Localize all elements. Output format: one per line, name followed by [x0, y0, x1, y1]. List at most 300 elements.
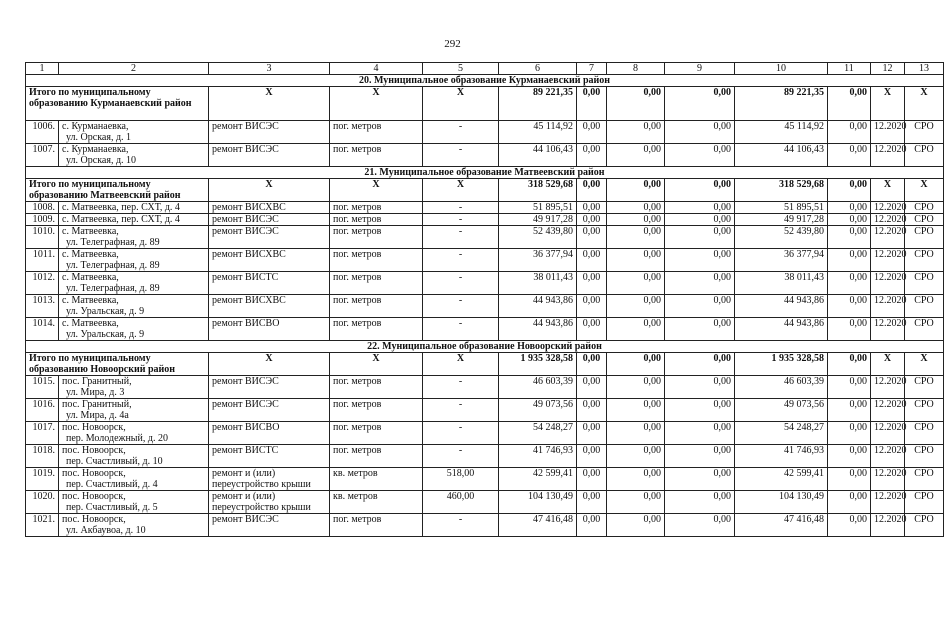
- quantity-cell: -: [423, 144, 499, 167]
- total-col4: X: [330, 179, 423, 202]
- deadline-cell: 12.2020: [871, 399, 905, 422]
- table-row: [26, 121, 944, 144]
- address-cell: [59, 468, 209, 491]
- column-header: 5: [423, 63, 499, 75]
- address-line-1: пос. Новоорск,: [62, 445, 126, 456]
- work-type-line-1: ремонт ВИСХВС: [212, 295, 286, 306]
- total-cost-cell: 46 603,39: [499, 376, 577, 399]
- table-row: [26, 491, 944, 514]
- unit-cell: пог. метров: [330, 514, 423, 537]
- work-type-cell: [209, 491, 330, 514]
- address-cell: [59, 491, 209, 514]
- column-header: 6: [499, 63, 577, 75]
- unit-cell: пог. метров: [330, 249, 423, 272]
- unit-cell: кв. метров: [330, 491, 423, 514]
- section-total-row: [26, 353, 944, 376]
- cost-col7-cell: 0,00: [577, 445, 607, 468]
- quantity-cell: 460,00: [423, 491, 499, 514]
- cost-col9-cell: 0,00: [665, 144, 735, 167]
- cost-col11-cell: 0,00: [828, 249, 871, 272]
- cost-col11-cell: 0,00: [828, 202, 871, 214]
- cost-col8-cell: 0,00: [607, 468, 665, 491]
- row-number: 1007.: [26, 144, 59, 167]
- total-col10: 318 529,68: [735, 179, 828, 202]
- total-col13: X: [905, 87, 944, 121]
- address-line-1: пос. Гранитный,: [62, 399, 132, 410]
- address-line-1: с. Курманаевка,: [62, 144, 129, 155]
- total-col6: 89 221,35: [499, 87, 577, 121]
- address-cell: [59, 295, 209, 318]
- deadline-cell: 12.2020: [871, 249, 905, 272]
- address-line-1: с. Матвеевка,: [62, 318, 119, 329]
- address-line-1: с. Матвеевка,: [62, 226, 119, 237]
- total-col7: 0,00: [577, 353, 607, 376]
- total-col10: 1 935 328,58: [735, 353, 828, 376]
- address-line-2: ул. Уральская, д. 9: [66, 329, 145, 340]
- total-col4: X: [330, 87, 423, 121]
- address-line-2: ул. Телеграфная, д. 89: [66, 237, 160, 248]
- total-cost-cell: 49 917,28: [499, 214, 577, 226]
- table-row: [26, 202, 944, 214]
- cost-col11-cell: 0,00: [828, 491, 871, 514]
- total-cost-cell: 42 599,41: [499, 468, 577, 491]
- work-type-cell: [209, 144, 330, 167]
- cost-col7-cell: 0,00: [577, 121, 607, 144]
- quantity-cell: -: [423, 272, 499, 295]
- deadline-cell: 12.2020: [871, 295, 905, 318]
- column-header: 3: [209, 63, 330, 75]
- work-type-line-1: ремонт ВИСЭС: [212, 226, 279, 237]
- total-cost-cell: 38 011,43: [499, 272, 577, 295]
- cost-col8-cell: 0,00: [607, 272, 665, 295]
- row-number: 1017.: [26, 422, 59, 445]
- cost-col9-cell: 0,00: [665, 121, 735, 144]
- work-type-cell: [209, 202, 330, 214]
- total-cost-cell: 44 943,86: [499, 295, 577, 318]
- cost-col10-cell: 49 073,56: [735, 399, 828, 422]
- cost-col10-cell: 45 114,92: [735, 121, 828, 144]
- total-cost-cell: 49 073,56: [499, 399, 577, 422]
- work-type-line-1: ремонт ВИСЭС: [212, 214, 279, 225]
- cost-col10-cell: 49 917,28: [735, 214, 828, 226]
- work-type-cell: [209, 214, 330, 226]
- section-total-row: [26, 87, 944, 121]
- total-cost-cell: 51 895,51: [499, 202, 577, 214]
- quantity-cell: -: [423, 422, 499, 445]
- total-col3: X: [209, 353, 330, 376]
- total-cost-cell: 41 746,93: [499, 445, 577, 468]
- work-type-cell: [209, 514, 330, 537]
- cost-col7-cell: 0,00: [577, 468, 607, 491]
- row-number: 1010.: [26, 226, 59, 249]
- unit-cell: пог. метров: [330, 376, 423, 399]
- cost-col11-cell: 0,00: [828, 295, 871, 318]
- cost-col7-cell: 0,00: [577, 318, 607, 341]
- address-line-2: ул. Акбаувоа, д. 10: [66, 525, 146, 536]
- section-title-row: [26, 341, 944, 353]
- row-number: 1009.: [26, 214, 59, 226]
- cost-col7-cell: 0,00: [577, 491, 607, 514]
- unit-cell: пог. метров: [330, 226, 423, 249]
- cost-col11-cell: 0,00: [828, 144, 871, 167]
- total-col9: 0,00: [665, 87, 735, 121]
- executor-cell: СРО: [905, 121, 944, 144]
- row-number: 1006.: [26, 121, 59, 144]
- total-col6: 318 529,68: [499, 179, 577, 202]
- cost-col9-cell: 0,00: [665, 468, 735, 491]
- deadline-cell: 12.2020: [871, 214, 905, 226]
- address-line-2: ул. Телеграфная, д. 89: [66, 260, 160, 271]
- executor-cell: СРО: [905, 249, 944, 272]
- cost-col10-cell: 36 377,94: [735, 249, 828, 272]
- deadline-cell: 12.2020: [871, 445, 905, 468]
- address-cell: [59, 422, 209, 445]
- work-type-line-1: ремонт ВИСВО: [212, 318, 280, 329]
- section-title: 20. Муниципальное образование Курманаевский район: [26, 75, 944, 87]
- total-col6: 1 935 328,58: [499, 353, 577, 376]
- unit-cell: пог. метров: [330, 445, 423, 468]
- column-header: 12: [871, 63, 905, 75]
- row-number: 1008.: [26, 202, 59, 214]
- work-type-line-1: ремонт ВИСТС: [212, 272, 279, 283]
- total-cost-cell: 54 248,27: [499, 422, 577, 445]
- column-header: 1: [26, 63, 59, 75]
- unit-cell: пог. метров: [330, 144, 423, 167]
- unit-cell: пог. метров: [330, 422, 423, 445]
- work-type-line-1: ремонт ВИСХВС: [212, 249, 286, 260]
- address-cell: [59, 318, 209, 341]
- total-col8: 0,00: [607, 179, 665, 202]
- address-cell: [59, 249, 209, 272]
- column-header: 11: [828, 63, 871, 75]
- cost-col9-cell: 0,00: [665, 249, 735, 272]
- section-title-row: [26, 75, 944, 87]
- cost-col10-cell: 46 603,39: [735, 376, 828, 399]
- executor-cell: СРО: [905, 491, 944, 514]
- work-type-cell: [209, 422, 330, 445]
- cost-col7-cell: 0,00: [577, 295, 607, 318]
- cost-col10-cell: 54 248,27: [735, 422, 828, 445]
- cost-col9-cell: 0,00: [665, 445, 735, 468]
- quantity-cell: -: [423, 514, 499, 537]
- executor-cell: СРО: [905, 202, 944, 214]
- unit-cell: кв. метров: [330, 468, 423, 491]
- address-cell: [59, 376, 209, 399]
- address-line-1: с. Матвеевка,: [62, 249, 119, 260]
- total-label: Итого по муниципальному образованию Матвеевский район: [26, 179, 209, 202]
- work-type-line-1: ремонт ВИСЭС: [212, 376, 279, 387]
- quantity-cell: -: [423, 226, 499, 249]
- cost-col7-cell: 0,00: [577, 514, 607, 537]
- total-col7: 0,00: [577, 87, 607, 121]
- quantity-cell: -: [423, 399, 499, 422]
- total-col10: 89 221,35: [735, 87, 828, 121]
- total-col12: X: [871, 179, 905, 202]
- cost-col10-cell: 44 106,43: [735, 144, 828, 167]
- deadline-cell: 12.2020: [871, 422, 905, 445]
- total-col8: 0,00: [607, 87, 665, 121]
- address-line-2: пер. Счастливый, д. 5: [66, 502, 158, 513]
- unit-cell: пог. метров: [330, 214, 423, 226]
- table-row: [26, 226, 944, 249]
- address-line-2: ул. Орская, д. 10: [66, 155, 137, 166]
- table-row: [26, 399, 944, 422]
- row-number: 1021.: [26, 514, 59, 537]
- cost-col8-cell: 0,00: [607, 144, 665, 167]
- cost-col7-cell: 0,00: [577, 272, 607, 295]
- total-col5: X: [423, 87, 499, 121]
- cost-col8-cell: 0,00: [607, 214, 665, 226]
- column-header: 9: [665, 63, 735, 75]
- deadline-cell: 12.2020: [871, 514, 905, 537]
- table-row: [26, 445, 944, 468]
- quantity-cell: -: [423, 445, 499, 468]
- table-row: [26, 214, 944, 226]
- address-cell: [59, 514, 209, 537]
- total-col9: 0,00: [665, 179, 735, 202]
- cost-col7-cell: 0,00: [577, 144, 607, 167]
- deadline-cell: 12.2020: [871, 121, 905, 144]
- executor-cell: СРО: [905, 399, 944, 422]
- cost-col7-cell: 0,00: [577, 399, 607, 422]
- work-type-line-1: ремонт ВИСЭС: [212, 399, 279, 410]
- cost-col9-cell: 0,00: [665, 514, 735, 537]
- cost-col11-cell: 0,00: [828, 445, 871, 468]
- cost-col9-cell: 0,00: [665, 399, 735, 422]
- row-number: 1019.: [26, 468, 59, 491]
- deadline-cell: 12.2020: [871, 468, 905, 491]
- cost-col8-cell: 0,00: [607, 202, 665, 214]
- deadline-cell: 12.2020: [871, 202, 905, 214]
- executor-cell: СРО: [905, 295, 944, 318]
- cost-col9-cell: 0,00: [665, 491, 735, 514]
- quantity-cell: -: [423, 295, 499, 318]
- quantity-cell: -: [423, 121, 499, 144]
- column-number-row: [26, 63, 944, 75]
- cost-col9-cell: 0,00: [665, 318, 735, 341]
- section-title: 21. Муниципальное образование Матвеевский район: [26, 167, 944, 179]
- address-line-1: с. Матвеевка,: [62, 295, 119, 306]
- cost-col8-cell: 0,00: [607, 491, 665, 514]
- executor-cell: СРО: [905, 214, 944, 226]
- executor-cell: СРО: [905, 318, 944, 341]
- cost-col9-cell: 0,00: [665, 422, 735, 445]
- cost-col8-cell: 0,00: [607, 422, 665, 445]
- cost-col11-cell: 0,00: [828, 376, 871, 399]
- quantity-cell: -: [423, 318, 499, 341]
- column-header: 4: [330, 63, 423, 75]
- quantity-cell: -: [423, 249, 499, 272]
- executor-cell: СРО: [905, 422, 944, 445]
- work-type-line-1: ремонт ВИСВО: [212, 422, 280, 433]
- executor-cell: СРО: [905, 376, 944, 399]
- cost-col10-cell: 52 439,80: [735, 226, 828, 249]
- cost-col7-cell: 0,00: [577, 376, 607, 399]
- table-row: [26, 272, 944, 295]
- quantity-cell: 518,00: [423, 468, 499, 491]
- work-type-cell: [209, 226, 330, 249]
- cost-col7-cell: 0,00: [577, 202, 607, 214]
- cost-col8-cell: 0,00: [607, 376, 665, 399]
- cost-col8-cell: 0,00: [607, 226, 665, 249]
- total-col5: X: [423, 353, 499, 376]
- work-type-line-1: ремонт ВИСЭС: [212, 144, 279, 155]
- cost-col10-cell: 104 130,49: [735, 491, 828, 514]
- total-col3: X: [209, 179, 330, 202]
- executor-cell: СРО: [905, 468, 944, 491]
- row-number: 1013.: [26, 295, 59, 318]
- cost-col10-cell: 47 416,48: [735, 514, 828, 537]
- total-cost-cell: 104 130,49: [499, 491, 577, 514]
- total-col8: 0,00: [607, 353, 665, 376]
- work-type-cell: [209, 272, 330, 295]
- cost-col10-cell: 44 943,86: [735, 295, 828, 318]
- work-type-line-2: переустройство крыши: [212, 502, 311, 513]
- work-type-cell: [209, 249, 330, 272]
- unit-cell: пог. метров: [330, 399, 423, 422]
- address-cell: [59, 272, 209, 295]
- table-row: [26, 468, 944, 491]
- address-line-1: с. Матвеевка, пер. СХТ, д. 4: [62, 214, 180, 225]
- cost-col9-cell: 0,00: [665, 202, 735, 214]
- total-cost-cell: 52 439,80: [499, 226, 577, 249]
- work-type-cell: [209, 468, 330, 491]
- row-number: 1018.: [26, 445, 59, 468]
- cost-col8-cell: 0,00: [607, 514, 665, 537]
- address-line-2: ул. Телеграфная, д. 89: [66, 283, 160, 294]
- cost-col9-cell: 0,00: [665, 376, 735, 399]
- deadline-cell: 12.2020: [871, 272, 905, 295]
- table-row: [26, 249, 944, 272]
- deadline-cell: 12.2020: [871, 376, 905, 399]
- column-header: 2: [59, 63, 209, 75]
- work-type-line-1: ремонт ВИСХВС: [212, 202, 286, 213]
- row-number: 1011.: [26, 249, 59, 272]
- work-type-line-1: ремонт и (или): [212, 491, 276, 502]
- column-header: 8: [607, 63, 665, 75]
- cost-col11-cell: 0,00: [828, 121, 871, 144]
- deadline-cell: 12.2020: [871, 226, 905, 249]
- unit-cell: пог. метров: [330, 295, 423, 318]
- cost-col9-cell: 0,00: [665, 295, 735, 318]
- address-line-1: пос. Гранитный,: [62, 376, 132, 387]
- cost-col10-cell: 41 746,93: [735, 445, 828, 468]
- register-body: [26, 63, 944, 537]
- register-table: [25, 62, 944, 537]
- address-line-1: с. Курманаевка,: [62, 121, 129, 132]
- work-type-line-1: ремонт и (или): [212, 468, 276, 479]
- total-cost-cell: 44 943,86: [499, 318, 577, 341]
- address-line-2: ул. Орская, д. 1: [66, 132, 132, 143]
- row-number: 1012.: [26, 272, 59, 295]
- total-label: Итого по муниципальному образованию Новоорский район: [26, 353, 209, 376]
- address-line-2: пер. Молодежный, д. 20: [66, 433, 168, 444]
- total-col7: 0,00: [577, 179, 607, 202]
- total-col12: X: [871, 353, 905, 376]
- table-row: [26, 144, 944, 167]
- total-col9: 0,00: [665, 353, 735, 376]
- table-row: [26, 422, 944, 445]
- table-row: [26, 318, 944, 341]
- unit-cell: пог. метров: [330, 318, 423, 341]
- cost-col7-cell: 0,00: [577, 226, 607, 249]
- address-cell: [59, 226, 209, 249]
- address-cell: [59, 214, 209, 226]
- cost-col10-cell: 51 895,51: [735, 202, 828, 214]
- address-line-1: пос. Новоорск,: [62, 422, 126, 433]
- deadline-cell: 12.2020: [871, 144, 905, 167]
- cost-col11-cell: 0,00: [828, 226, 871, 249]
- table-row: [26, 376, 944, 399]
- total-label: Итого по муниципальному образованию Курманаевский район: [26, 87, 209, 121]
- executor-cell: СРО: [905, 445, 944, 468]
- total-col12: X: [871, 87, 905, 121]
- work-type-line-1: ремонт ВИСТС: [212, 445, 279, 456]
- address-line-2: ул. Уральская, д. 9: [66, 306, 145, 317]
- quantity-cell: -: [423, 202, 499, 214]
- address-cell: [59, 202, 209, 214]
- total-cost-cell: 45 114,92: [499, 121, 577, 144]
- column-header: 7: [577, 63, 607, 75]
- executor-cell: СРО: [905, 144, 944, 167]
- work-type-cell: [209, 318, 330, 341]
- section-title: 22. Муниципальное образование Новоорский район: [26, 341, 944, 353]
- work-type-cell: [209, 121, 330, 144]
- row-number: 1016.: [26, 399, 59, 422]
- total-col13: X: [905, 353, 944, 376]
- cost-col9-cell: 0,00: [665, 272, 735, 295]
- cost-col7-cell: 0,00: [577, 214, 607, 226]
- cost-col11-cell: 0,00: [828, 399, 871, 422]
- total-col11: 0,00: [828, 87, 871, 121]
- work-type-cell: [209, 295, 330, 318]
- cost-col11-cell: 0,00: [828, 214, 871, 226]
- section-title-row: [26, 167, 944, 179]
- address-cell: [59, 445, 209, 468]
- total-col3: X: [209, 87, 330, 121]
- row-number: 1015.: [26, 376, 59, 399]
- address-cell: [59, 144, 209, 167]
- work-type-line-2: переустройство крыши: [212, 479, 311, 490]
- address-line-2: пер. Счастливый, д. 10: [66, 456, 163, 467]
- total-cost-cell: 44 106,43: [499, 144, 577, 167]
- cost-col11-cell: 0,00: [828, 318, 871, 341]
- total-col11: 0,00: [828, 353, 871, 376]
- total-col11: 0,00: [828, 179, 871, 202]
- cost-col8-cell: 0,00: [607, 445, 665, 468]
- executor-cell: СРО: [905, 514, 944, 537]
- cost-col11-cell: 0,00: [828, 468, 871, 491]
- address-line-1: пос. Новоорск,: [62, 514, 126, 525]
- cost-col9-cell: 0,00: [665, 214, 735, 226]
- table-row: [26, 514, 944, 537]
- work-type-line-1: ремонт ВИСЭС: [212, 121, 279, 132]
- executor-cell: СРО: [905, 226, 944, 249]
- column-header: 13: [905, 63, 944, 75]
- row-number: 1014.: [26, 318, 59, 341]
- row-number: 1020.: [26, 491, 59, 514]
- address-line-1: с. Матвеевка, пер. СХТ, д. 4: [62, 202, 180, 213]
- cost-col8-cell: 0,00: [607, 121, 665, 144]
- address-line-1: пос. Новоорск,: [62, 491, 126, 502]
- total-col4: X: [330, 353, 423, 376]
- total-col13: X: [905, 179, 944, 202]
- total-col5: X: [423, 179, 499, 202]
- work-type-cell: [209, 376, 330, 399]
- address-line-2: ул. Мира, д. 4а: [66, 410, 129, 421]
- cost-col8-cell: 0,00: [607, 249, 665, 272]
- executor-cell: СРО: [905, 272, 944, 295]
